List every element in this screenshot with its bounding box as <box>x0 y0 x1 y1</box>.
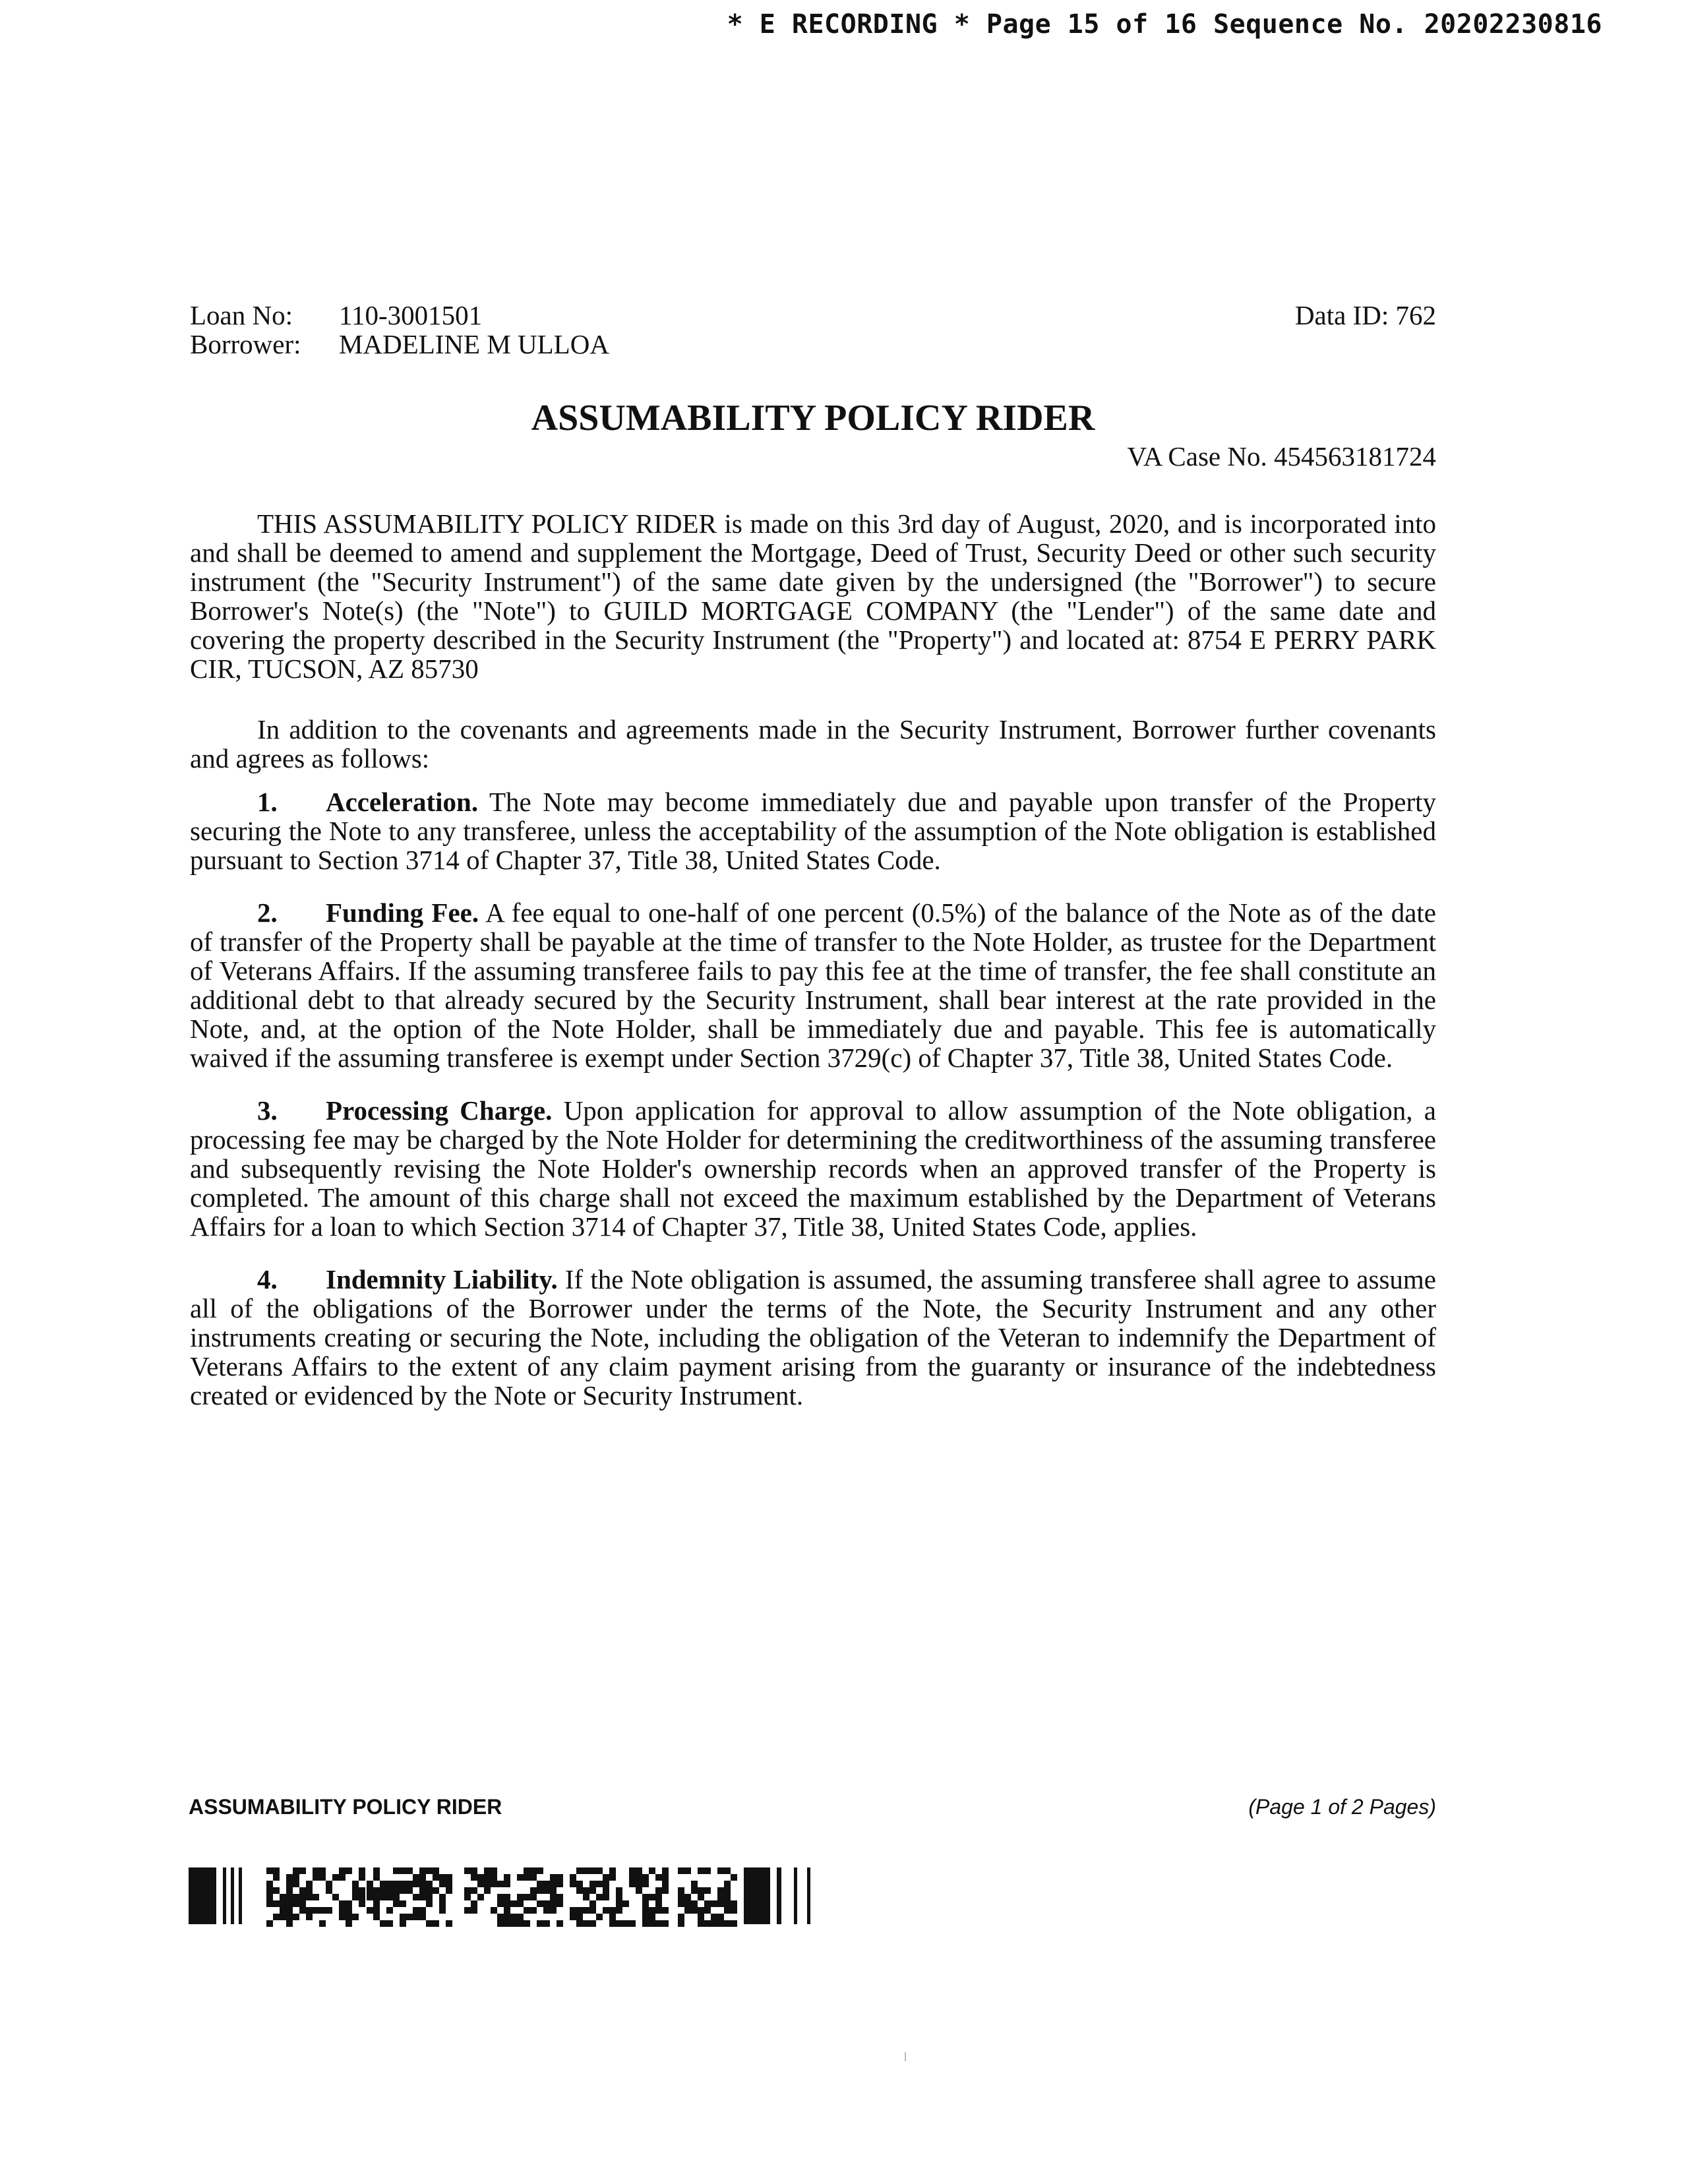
clause-acceleration <box>190 787 1436 874</box>
document-title: ASSUMABILITY POLICY RIDER <box>531 398 1095 439</box>
clause-text: The Note may become immediately due and payable upon transfer of the Property securing the Note to any transferee, unless the acceptability of the assumption of the Note obligation is established pursuant to Section 3714 of Chapter 37, Title 38, United States Code. <box>190 787 1436 875</box>
clause-heading: Acceleration. <box>326 787 479 817</box>
clause-number: 2. <box>257 897 278 928</box>
loan-number-row <box>190 301 1436 330</box>
document-body <box>190 301 1436 1410</box>
clause-heading: Funding Fee. <box>326 897 479 928</box>
clause-indemnity-liability <box>190 1265 1436 1410</box>
borrower-row <box>190 330 1436 359</box>
clause-number: 4. <box>257 1264 278 1294</box>
scan-speck <box>905 2052 906 2061</box>
clause-text: Upon application for approval to allow assumption of the Note obligation, a processing fee may be charged by the Note Holder for determining the creditworthiness of the assuming transferee and subsequently revising the Note Holder's ownership records when an approved transfer of the Property is completed. The amount of this charge shall not exceed the maximum established by the Department of Veterans Affairs for a loan to which Section 3714 of Chapter 37, Title 38, United States Code, applies. <box>190 1095 1436 1242</box>
data-id: Data ID: 762 <box>1294 300 1436 330</box>
footer-title: ASSUMABILITY POLICY RIDER <box>189 1795 502 1819</box>
loan-number-label: Loan No: <box>190 300 293 330</box>
covenants-lead: In addition to the covenants and agreements made in the Security Instrument, Borrower further covenants and agrees as follows: <box>190 714 1436 774</box>
loan-number: 110-3001501 <box>339 300 483 330</box>
va-case-number: VA Case No. 454563181724 <box>1127 441 1436 471</box>
clause-text: If the Note obligation is assumed, the assuming transferee shall agree to assume all of the obligations of the Borrower under the terms of the Note, the Security Instrument and any other instruments creating or securing the Note, including the obligation of the Veteran to indemnify the Department of Veterans Affairs to the extent of any claim payment arising from the guaranty or insurance of the indebtedness created or evidenced by the Note or Security Instrument. <box>190 1264 1436 1410</box>
clause-heading: Processing Charge. <box>326 1095 553 1126</box>
document-barcode <box>189 1866 848 1927</box>
clause-text: A fee equal to one-half of one percent (0.5%) of the balance of the Note as of the date of transfer of the Property shall be payable at the time of transfer to the Note Holder, as trustee for the Department of Veterans Affairs. If the assuming transferee fails to pay this fee at the time of transfer, the fee shall constitute an additional debt to that already secured by the Security Instrument, shall bear interest at the rate provided in the Note, and, at the option of the Note Holder, shall be immediately due and payable. This fee is automatically waived if the assuming transferee is exempt under Section 3729(c) of Chapter 37, Title 38, United States Code. <box>190 897 1436 1073</box>
clause-processing-charge <box>190 1096 1436 1241</box>
clause-funding-fee <box>190 898 1436 1072</box>
clause-number: 3. <box>257 1095 278 1126</box>
borrower-label: Borrower: <box>190 329 301 359</box>
clause-number: 1. <box>257 787 278 817</box>
recording-stamp: * E RECORDING * Page 15 of 16 Sequence No. 20202230816 <box>727 9 1602 40</box>
borrower-name: MADELINE M ULLOA <box>339 329 609 359</box>
clause-heading: Indemnity Liability. <box>326 1264 558 1294</box>
loan-info <box>190 301 1436 364</box>
footer-page-number: (Page 1 of 2 Pages) <box>1248 1795 1436 1819</box>
intro-paragraph: THIS ASSUMABILITY POLICY RIDER is made on this 3rd day of August, 2020, and is incorporated into and shall be deemed to amend and supplement the Mortgage, Deed of Trust, Security Deed or other such security instrument (the "Security Instrument") of the same date given by the undersigned (the "Borrower") to secure Borrower's Note(s) (the "Note") to GUILD MORTGAGE COMPANY (the "Lender") of the same date and covering the property described in the Security Instrument (the "Property") and located at: 8754 E PERRY PARK CIR, TUCSON, AZ 85730 <box>190 508 1436 684</box>
